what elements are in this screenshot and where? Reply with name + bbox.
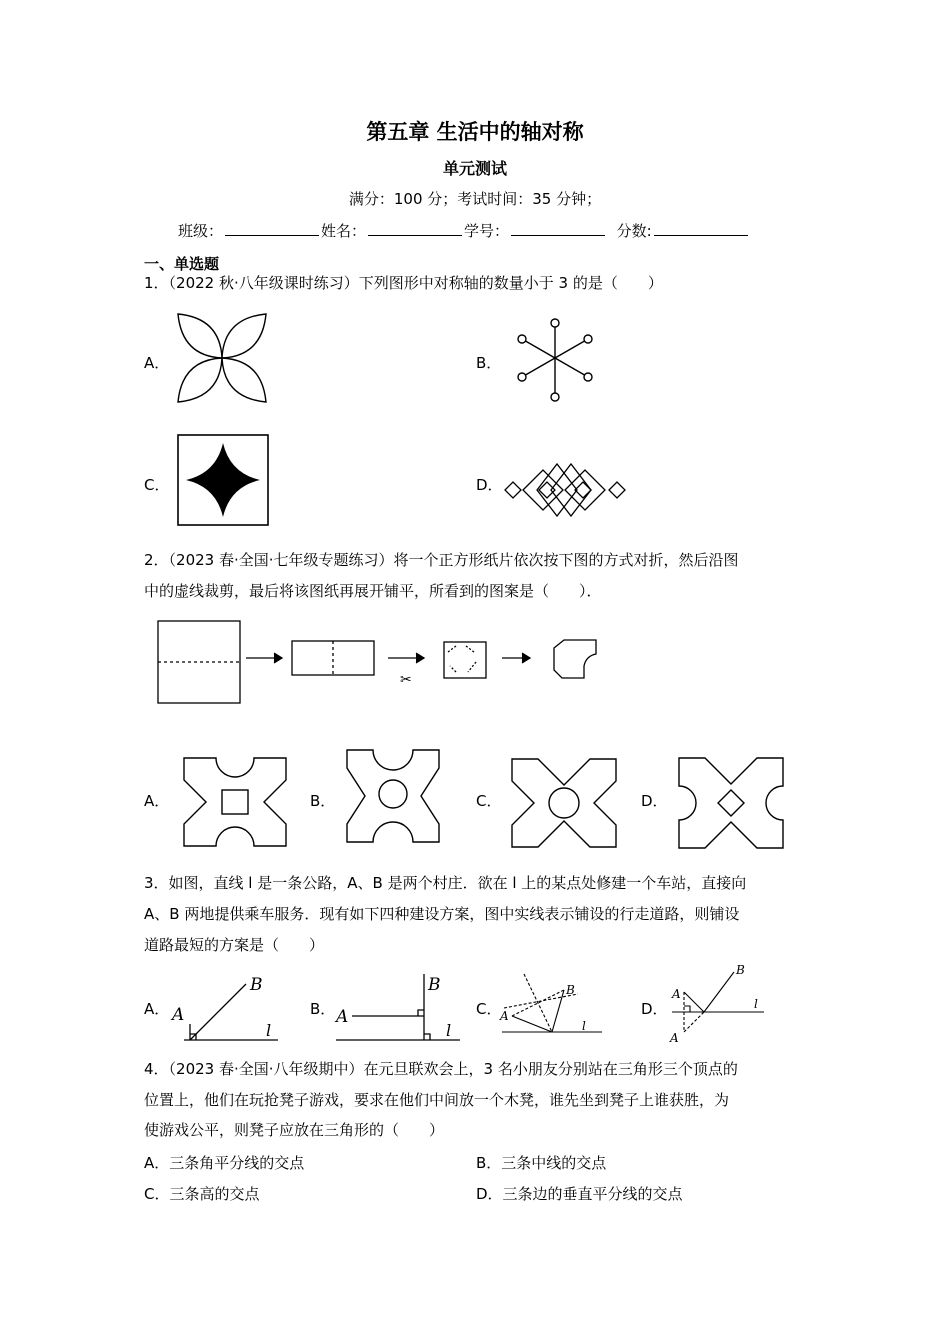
q3a-label-a: A: [172, 1005, 185, 1025]
name-blank[interactable]: [368, 221, 462, 236]
q3-option-c[interactable]: C．: [476, 1000, 502, 1018]
scissors-icon: ✂: [400, 672, 412, 688]
id-label: 学号：: [464, 222, 510, 240]
q3-option-a[interactable]: A．: [144, 1000, 170, 1018]
q1-figure-a-petals: [172, 308, 272, 408]
q1-figure-c-star-square: [176, 433, 270, 527]
q3d-label-a: A: [672, 987, 681, 1001]
q3-figure-c: [498, 968, 608, 1048]
exam-meta: 满分：100 分；考试时间：35 分钟；: [348, 190, 602, 208]
q1-option-c[interactable]: C．: [144, 476, 170, 494]
q4-option-b[interactable]: B．三条中线的交点: [476, 1154, 607, 1172]
q2-figure-a-square-hole: [180, 754, 290, 850]
question-2-line-1: 2．（2023 春·全国·七年级专题练习）将一个正方形纸片依次按下图的方式对折，然后沿图: [144, 551, 739, 569]
question-3-line-2: A、B 两地提供乘车服务．现有如下四种建设方案，图中实线表示铺设的行走道路，则铺设: [144, 905, 740, 923]
q3b-label-a: A: [336, 1007, 349, 1027]
q3d-label-a-reflected: A: [670, 1031, 679, 1045]
q2-option-a[interactable]: A．: [144, 792, 170, 810]
id-blank[interactable]: [511, 221, 605, 236]
class-label: 班级：: [178, 222, 224, 240]
question-3-line-1: 3．如图，直线 l 是一条公路，A、B 是两个村庄．欲在 l 上的某点处修建一个车站，直接向: [144, 874, 747, 892]
class-blank[interactable]: [225, 221, 319, 236]
score-blank[interactable]: [654, 221, 748, 236]
q3b-label-b: B: [428, 975, 441, 995]
q1-option-a[interactable]: A．: [144, 354, 170, 372]
q2-option-c[interactable]: C．: [476, 792, 502, 810]
q2-folding-diagram: [156, 618, 636, 710]
name-label: 姓名：: [321, 222, 367, 240]
question-3-line-3: 道路最短的方案是（ ）: [144, 936, 325, 954]
q4-option-c[interactable]: C．三条高的交点: [144, 1185, 260, 1203]
question-4-line-3: 使游戏公平，则凳子应放在三角形的（ ）: [144, 1121, 445, 1139]
student-info-row: [178, 220, 750, 241]
q3-figure-b: [332, 968, 462, 1048]
section-title: 一、单选题: [144, 255, 220, 273]
q4-option-a[interactable]: A．三条角平分线的交点: [144, 1154, 305, 1172]
q2-figure-d-diamond-hole: [675, 754, 787, 852]
q3c-label-a: A: [500, 1009, 509, 1023]
q1-option-d[interactable]: D．: [476, 476, 503, 494]
q1-figure-b-snowflake: [510, 305, 600, 405]
q3c-label-b: B: [566, 983, 575, 997]
q4-option-d[interactable]: D．三条边的垂直平分线的交点: [476, 1185, 683, 1203]
q3-option-d[interactable]: D．: [641, 1000, 668, 1018]
q2-option-d[interactable]: D．: [641, 792, 668, 810]
q3-option-b[interactable]: B．: [310, 1000, 336, 1018]
q3a-label-b: B: [250, 975, 263, 995]
page-subtitle: 单元测试: [442, 159, 507, 178]
q3a-label-l: l: [266, 1021, 272, 1040]
score-label: 分数:: [616, 222, 652, 240]
q3-figure-d: [668, 962, 778, 1048]
q3c-label-l: l: [582, 1019, 586, 1033]
question-4-line-1: 4．（2023 春·全国·八年级期中）在元旦联欢会上，3 名小朋友分别站在三角形三个顶点的: [144, 1060, 738, 1078]
q2-figure-b-circle-hole: [343, 746, 443, 846]
q1-figure-d-diamond-chain: [503, 458, 629, 522]
q3d-label-l: l: [754, 997, 758, 1011]
q2-figure-c-circle-hole: [508, 755, 620, 851]
q2-option-b[interactable]: B．: [310, 792, 336, 810]
q1-option-b[interactable]: B．: [476, 354, 502, 372]
question-4-line-2: 位置上，他们在玩抢凳子游戏，要求在他们中间放一个木凳，谁先坐到凳子上谁获胜，为: [144, 1091, 730, 1109]
q3-figure-a: [168, 968, 283, 1048]
question-2-line-2: 中的虚线裁剪，最后将该图纸再展开铺平，所看到的图案是（ ）．: [144, 582, 602, 600]
page-title: 第五章 生活中的轴对称: [366, 120, 584, 144]
question-1-text: 1．（2022 秋·八年级课时练习）下列图形中对称轴的数量小于 3 的是（ ）: [144, 274, 663, 292]
q3d-label-b: B: [736, 963, 745, 977]
q3b-label-l: l: [446, 1021, 452, 1040]
